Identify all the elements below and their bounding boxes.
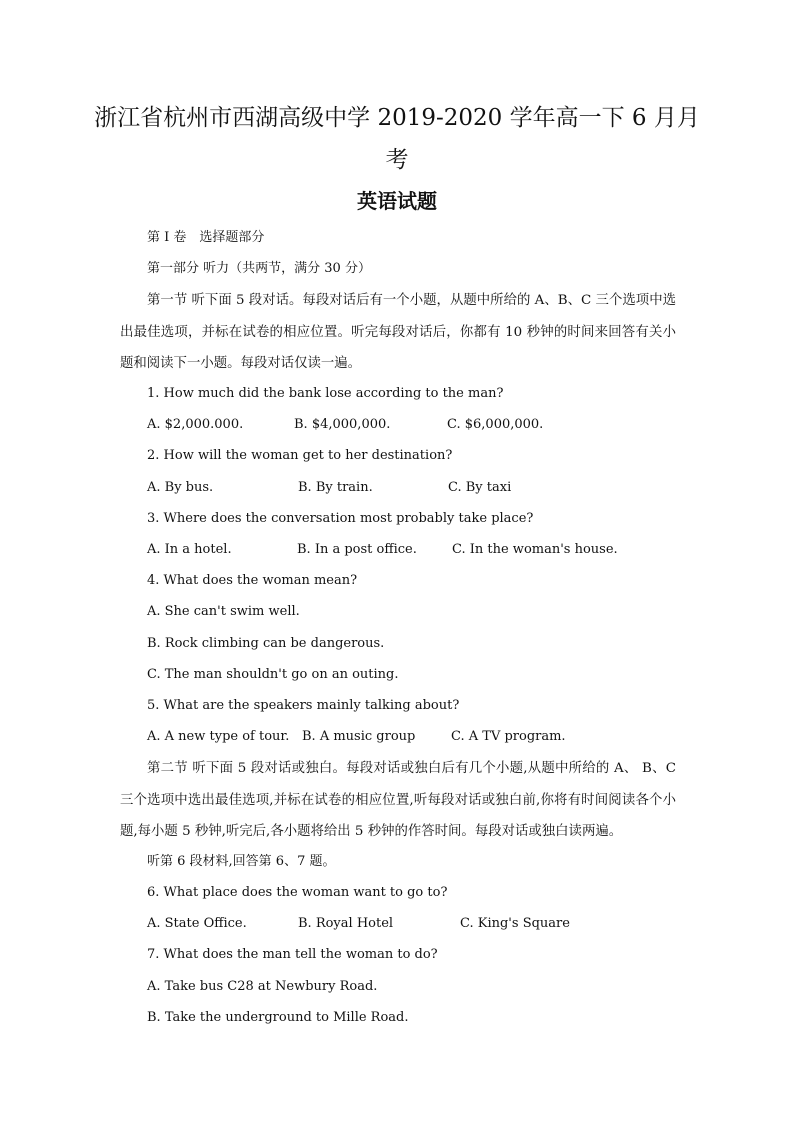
answer-option: C. $6,000,000. <box>447 417 544 432</box>
exam-title-continued: 考 <box>385 147 409 173</box>
part-heading: 第一部分 听力（共两节，满分 30 分） <box>147 261 371 276</box>
answer-option: A. Take bus C28 at Newbury Road. <box>147 979 378 994</box>
answer-option: A. She can't swim well. <box>147 604 300 619</box>
section1-instructions: 第一节 听下面 5 段对话。每段对话后有一个小题，从题中所给的 A、B、C 三个选项中选出最佳选项，并标在试卷的相应位置。听完每段对话后，你都有 10 秒钟的时间来回答有关小题和阅读下一小题。每段对话仅读一遍。 <box>120 293 676 371</box>
question-stem: 5. What are the speakers mainly talking about? <box>147 698 460 713</box>
answer-option: A. $2,000.000. <box>147 417 244 432</box>
answer-option: A. State Office. <box>147 916 247 931</box>
section2-instructions: 第二节 听下面 5 段对话或独白。每段对话或独白后有几个小题,从题中所给的 A、 B、C 三个选项中选出最佳选项,并标在试卷的相应位置,听每段对话或独白前,你将有时间阅读各个小题,每小题 5 秒钟,听完后,各小题将给出 5 秒钟的作答时间。每段对话或独白读两遍。 <box>120 761 676 839</box>
material-heading: 听第 6 段材料,回答第 6、7 题。 <box>147 854 336 869</box>
answer-option: A. A new type of tour. <box>147 729 290 744</box>
exam-title: 浙江省杭州市西湖高级中学 2019-2020 学年高一下 6 月月 <box>94 105 700 131</box>
question-stem: 2. How will the woman get to her destination? <box>147 448 453 463</box>
answer-option: C. King's Square <box>460 916 570 931</box>
question-stem: 7. What does the man tell the woman to do? <box>147 947 438 962</box>
answer-option: B. By train. <box>298 480 373 495</box>
answer-option: B. Take the underground to Mille Road. <box>147 1010 409 1025</box>
question-stem: 4. What does the woman mean? <box>147 573 358 588</box>
exam-subtitle: 英语试题 <box>357 189 437 213</box>
answer-option: B. Rock climbing can be dangerous. <box>147 636 385 651</box>
answer-option: C. The man shouldn't go on an outing. <box>147 667 399 682</box>
answer-option: C. By taxi <box>448 480 512 495</box>
answer-option: C. In the woman's house. <box>452 542 618 557</box>
question-stem: 3. Where does the conversation most probably take place? <box>147 511 534 526</box>
answer-option: B. In a post office. <box>297 542 417 557</box>
answer-option: A. By bus. <box>147 480 214 495</box>
answer-option: B. Royal Hotel <box>298 916 394 931</box>
answer-option: B. A music group <box>302 729 416 744</box>
question-stem: 1. How much did the bank lose according to the man? <box>147 386 504 401</box>
answer-option: A. In a hotel. <box>147 542 232 557</box>
answer-option: C. A TV program. <box>451 729 566 744</box>
answer-option: B. $4,000,000. <box>294 417 391 432</box>
question-stem: 6. What place does the woman want to go to? <box>147 885 448 900</box>
volume-heading: 第 I 卷 选择题部分 <box>147 230 265 245</box>
